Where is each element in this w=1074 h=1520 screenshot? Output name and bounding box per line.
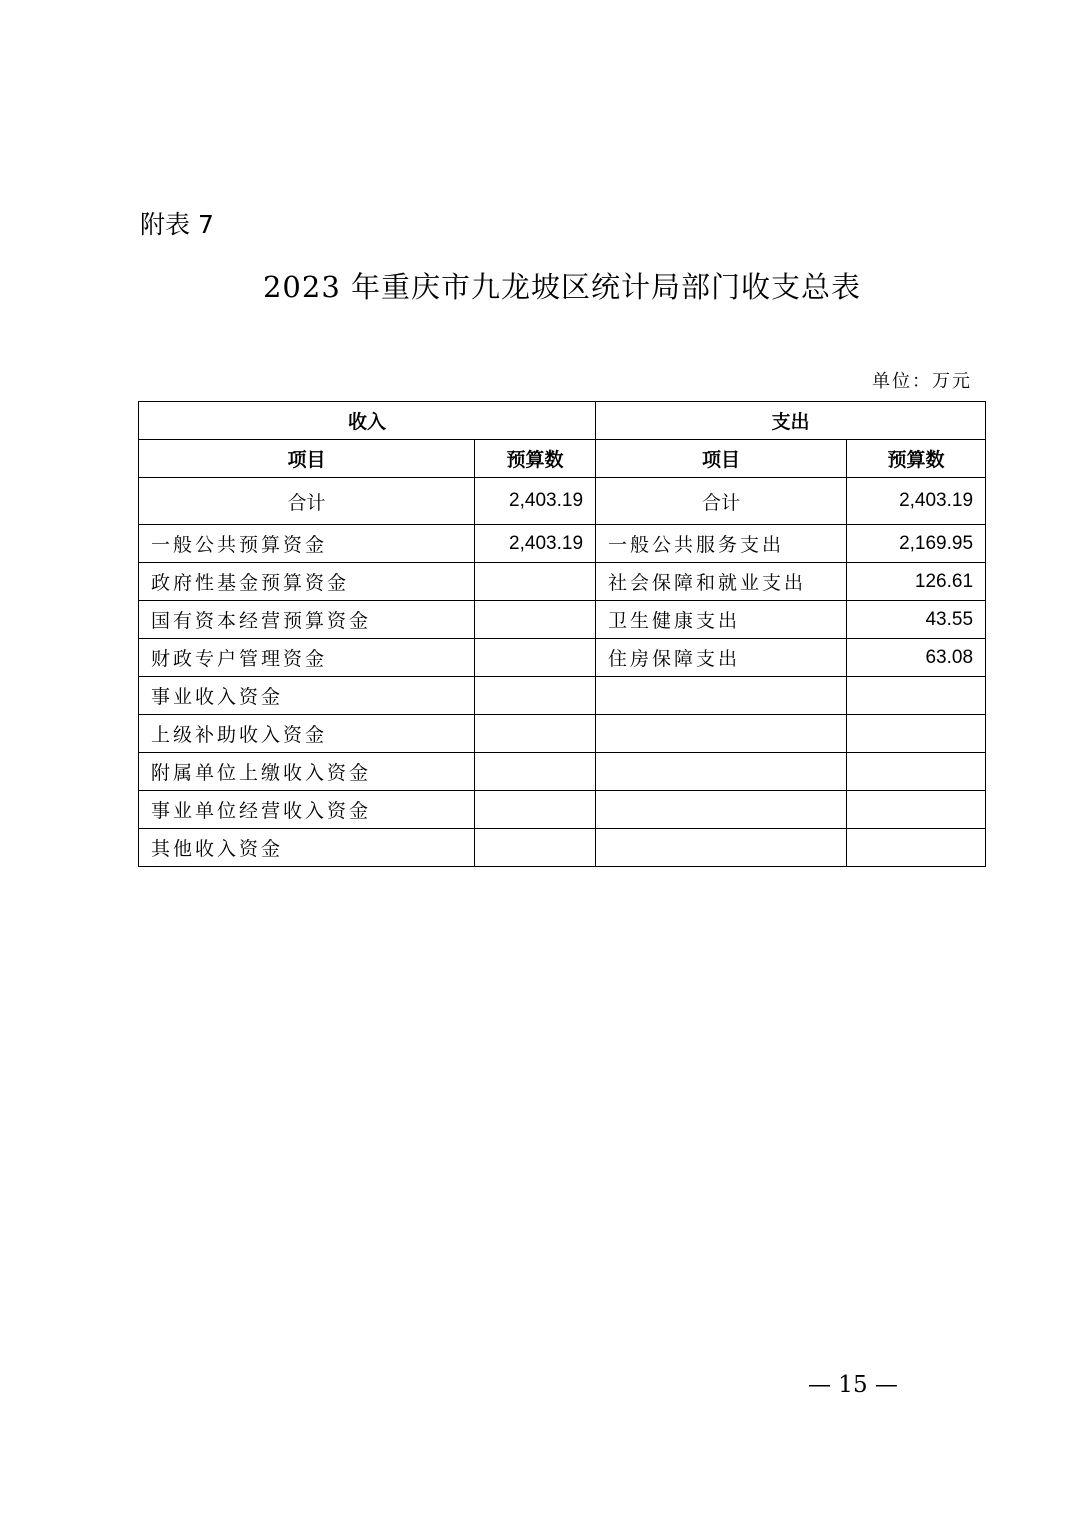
income-item: 财政专户管理资金 <box>139 639 475 677</box>
income-item: 政府性基金预算资金 <box>139 563 475 601</box>
page-number: — 15 — <box>808 1372 898 1398</box>
income-header: 收入 <box>139 402 596 440</box>
unit-label: 单位：万元 <box>872 371 972 392</box>
income-value <box>475 677 596 715</box>
income-item: 附属单位上缴收入资金 <box>139 753 475 791</box>
expense-item <box>596 677 847 715</box>
table-row <box>139 715 986 753</box>
expense-total-value: 2,403.19 <box>847 478 986 525</box>
income-item: 国有资本经营预算资金 <box>139 601 475 639</box>
expense-item: 住房保障支出 <box>596 639 847 677</box>
income-item: 上级补助收入资金 <box>139 715 475 753</box>
expense-item <box>596 829 847 867</box>
expense-value: 126.61 <box>847 563 986 601</box>
table-row <box>139 563 986 601</box>
appendix-label: 附表 7 <box>140 210 214 239</box>
expense-item-col-header: 项目 <box>596 440 847 478</box>
section-header-row <box>139 402 986 440</box>
table-row <box>139 601 986 639</box>
column-header-row <box>139 440 986 478</box>
income-item: 一般公共预算资金 <box>139 525 475 563</box>
income-item-col-header: 项目 <box>139 440 475 478</box>
expense-total-label: 合计 <box>596 478 847 525</box>
income-budget-col-header: 预算数 <box>475 440 596 478</box>
expense-item: 社会保障和就业支出 <box>596 563 847 601</box>
expense-item <box>596 791 847 829</box>
income-value <box>475 639 596 677</box>
expense-item: 一般公共服务支出 <box>596 525 847 563</box>
income-value: 2,403.19 <box>475 525 596 563</box>
expense-value <box>847 829 986 867</box>
income-item: 事业收入资金 <box>139 677 475 715</box>
page-title: 2023 年重庆市九龙坡区统计局部门收支总表 <box>262 270 862 304</box>
table-row <box>139 753 986 791</box>
expense-value: 43.55 <box>847 601 986 639</box>
expense-value <box>847 677 986 715</box>
income-value <box>475 715 596 753</box>
income-value <box>475 563 596 601</box>
income-total-label: 合计 <box>139 478 475 525</box>
income-value <box>475 791 596 829</box>
table-row <box>139 829 986 867</box>
table-row <box>139 677 986 715</box>
table-row <box>139 639 986 677</box>
total-row <box>139 478 986 525</box>
expense-value: 2,169.95 <box>847 525 986 563</box>
expense-value: 63.08 <box>847 639 986 677</box>
expense-item: 卫生健康支出 <box>596 601 847 639</box>
table-row <box>139 525 986 563</box>
income-value <box>475 753 596 791</box>
budget-table <box>138 401 986 867</box>
expense-value <box>847 753 986 791</box>
income-value <box>475 829 596 867</box>
expense-value <box>847 791 986 829</box>
expense-value <box>847 715 986 753</box>
expense-header: 支出 <box>596 402 986 440</box>
expense-item <box>596 715 847 753</box>
table-row <box>139 791 986 829</box>
expense-item <box>596 753 847 791</box>
income-item: 其他收入资金 <box>139 829 475 867</box>
income-item: 事业单位经营收入资金 <box>139 791 475 829</box>
income-value <box>475 601 596 639</box>
expense-budget-col-header: 预算数 <box>847 440 986 478</box>
income-total-value: 2,403.19 <box>475 478 596 525</box>
